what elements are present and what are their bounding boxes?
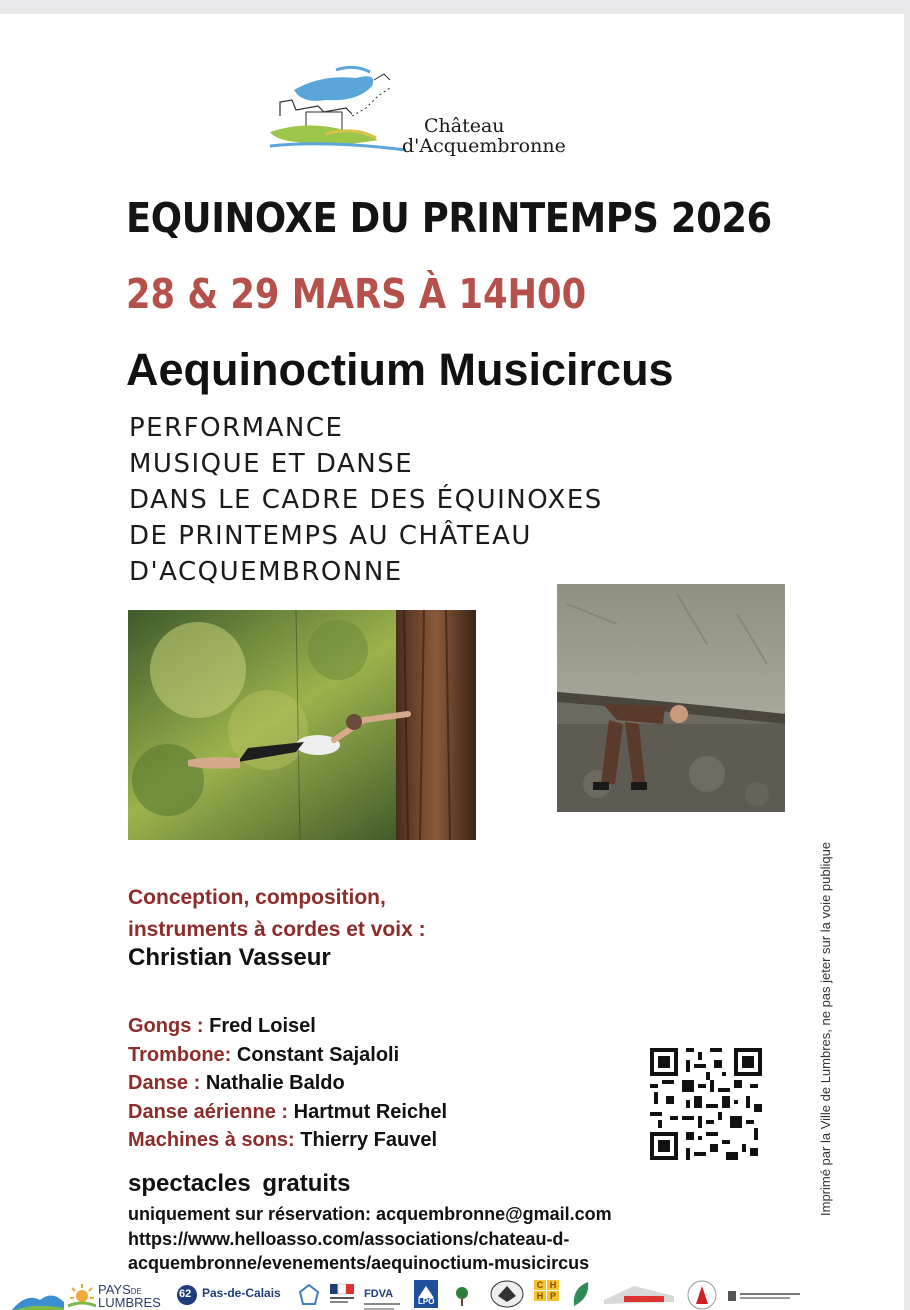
reservation-info bbox=[128, 1202, 728, 1276]
reservation-url-line1[interactable]: https://www.helloasso.com/associations/chateau-d- bbox=[128, 1228, 570, 1249]
cast-item bbox=[128, 1041, 447, 1070]
pdc-name: Pas-de-Calais bbox=[202, 1286, 281, 1300]
pays-line1: PAYS bbox=[98, 1282, 131, 1297]
lpo-text: LPO bbox=[418, 1297, 435, 1306]
aerial-dancer-photo bbox=[128, 610, 476, 840]
qr-code[interactable] bbox=[650, 1048, 762, 1160]
cast-role: Danse : bbox=[128, 1072, 201, 1094]
chateau-logo bbox=[266, 50, 586, 180]
lumbres-landscape-logo-icon bbox=[10, 1286, 64, 1310]
logo-line1: Château bbox=[424, 115, 505, 137]
credit-label bbox=[128, 882, 426, 946]
cast-list bbox=[128, 1012, 447, 1155]
cast-name: Fred Loisel bbox=[209, 1015, 316, 1037]
red-figure-logo-icon bbox=[686, 1280, 718, 1310]
sponsor-logos-strip bbox=[0, 1278, 904, 1310]
club-logo-icon bbox=[490, 1280, 524, 1310]
credit-label-line1: Conception, composition, bbox=[128, 886, 386, 909]
chhp-letter: P bbox=[547, 1291, 559, 1301]
description-line: D'ACQUEMBRONNE bbox=[129, 557, 403, 587]
event-date: 28 & 29 MARS À 14H00 bbox=[126, 270, 587, 318]
tree-logo-icon bbox=[454, 1286, 470, 1310]
logo-line2: d'Acquembronne bbox=[402, 135, 566, 157]
reservation-url-line2[interactable]: acquembronne/evenements/aequinoctium-musicircus bbox=[128, 1253, 590, 1273]
fdva-text: FDVA bbox=[364, 1288, 394, 1300]
pdc-number: 62 bbox=[179, 1288, 192, 1300]
lpo-logo bbox=[414, 1280, 438, 1310]
cast-name: Nathalie Baldo bbox=[205, 1072, 345, 1094]
cast-role: Gongs : bbox=[128, 1015, 204, 1037]
free-shows: spectacles gratuits bbox=[128, 1170, 351, 1197]
logo-wordmark bbox=[402, 116, 566, 156]
chhp-letter: H bbox=[547, 1280, 559, 1290]
description-line: PERFORMANCE bbox=[129, 413, 344, 443]
cast-name: Thierry Fauvel bbox=[300, 1129, 437, 1151]
cast-role: Trombone: bbox=[128, 1043, 232, 1066]
description bbox=[129, 410, 603, 590]
chartreuse-logo-icon bbox=[728, 1288, 804, 1307]
cast-name: Hartmut Reichel bbox=[293, 1100, 448, 1123]
chhp-letter: C bbox=[534, 1280, 546, 1290]
credit-name: Christian Vasseur bbox=[128, 944, 331, 971]
chhp-logo bbox=[534, 1280, 559, 1301]
event-title: EQUINOXE DU PRINTEMPS 2026 bbox=[126, 194, 772, 242]
poster bbox=[0, 14, 904, 1310]
credit-label-line2: instruments à cordes et voix : bbox=[128, 918, 426, 941]
sun-icon bbox=[68, 1282, 96, 1308]
republique-logo-icon bbox=[330, 1282, 354, 1310]
fdva-lines-icon bbox=[364, 1301, 404, 1310]
cast-item bbox=[128, 1012, 447, 1041]
description-line: DANS LE CADRE DES ÉQUINOXES bbox=[129, 485, 603, 515]
reservation-line[interactable]: uniquement sur réservation: acquembronne@gmail.com bbox=[128, 1204, 612, 1224]
pays-line2: LUMBRES bbox=[98, 1295, 161, 1310]
cast-item bbox=[128, 1126, 447, 1155]
description-line: DE PRINTEMPS AU CHÂTEAU bbox=[129, 521, 532, 551]
print-notice: Imprimé par la Ville de Lumbres, ne pas jeter sur la voie publique bbox=[818, 841, 833, 1216]
cast-item bbox=[128, 1098, 447, 1127]
region-logo-icon bbox=[298, 1284, 320, 1310]
description-line: MUSIQUE ET DANSE bbox=[129, 449, 414, 479]
cast-role: Danse aérienne : bbox=[128, 1100, 289, 1123]
rock-dancer-photo bbox=[557, 584, 785, 812]
green-leaf-logo-icon bbox=[570, 1280, 592, 1310]
pays-de: DE bbox=[130, 1287, 142, 1296]
cast-role: Machines à sons: bbox=[128, 1129, 295, 1151]
professional-logo-icon bbox=[604, 1282, 674, 1310]
show-title: Aequinoctium Musicircus bbox=[126, 344, 674, 395]
cast-item bbox=[128, 1069, 447, 1098]
fdva-logo bbox=[364, 1282, 404, 1310]
chhp-letter: H bbox=[534, 1291, 546, 1301]
cast-name: Constant Sajaloli bbox=[236, 1043, 400, 1066]
